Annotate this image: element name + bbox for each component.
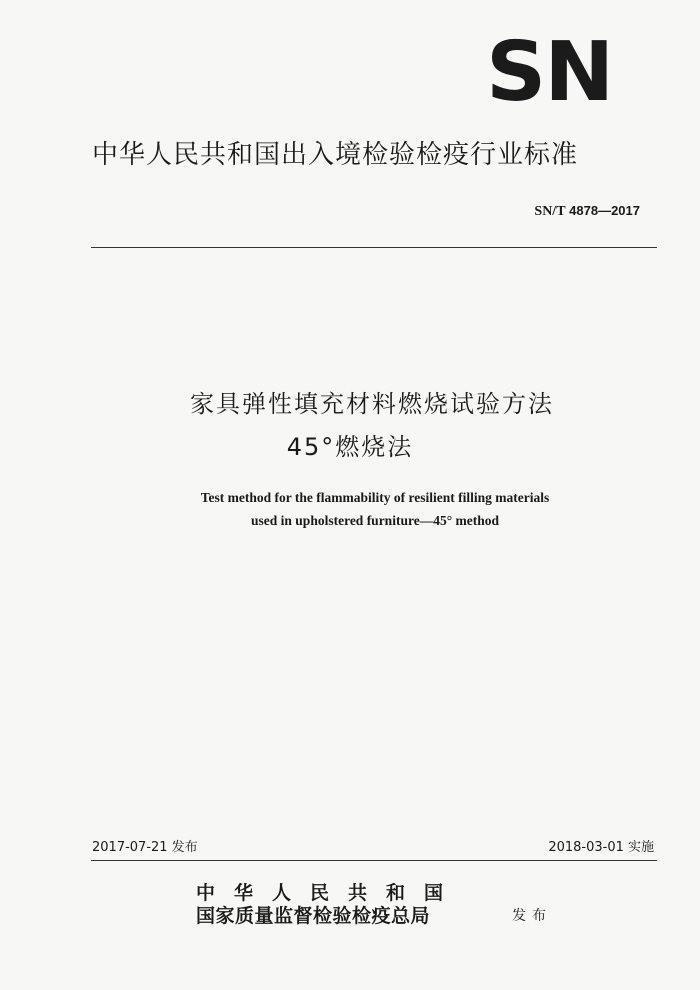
title-english-line1: Test method for the flammability of resilient filling materials: [200, 490, 550, 505]
title-chinese-line1: 家具弹性填充材料燃烧试验方法: [190, 390, 554, 418]
standard-number: [534, 203, 640, 220]
top-divider: [91, 247, 657, 248]
issuer-line2: 国家质量监督检验检疫总局: [196, 905, 431, 927]
issuing-authority: [196, 882, 462, 928]
standard-number-prefix: SN/T: [534, 204, 566, 219]
standard-number-code: 4878—2017: [569, 203, 640, 218]
sn-logo: SN: [486, 25, 613, 120]
issuer-line1: 中华人民共和国: [196, 882, 463, 904]
standard-category: 中华人民共和国出入境检验检疫行业标准: [92, 140, 579, 170]
bottom-divider: [91, 860, 657, 861]
publish-date: 2017-07-21 发布: [92, 840, 198, 855]
title-english-line2: used in upholstered furniture—45° method: [251, 513, 499, 528]
issue-label: 发布: [512, 908, 552, 924]
title-chinese-line2: 45°燃烧法: [286, 433, 414, 461]
implementation-date: 2018-03-01 实施: [548, 840, 654, 855]
